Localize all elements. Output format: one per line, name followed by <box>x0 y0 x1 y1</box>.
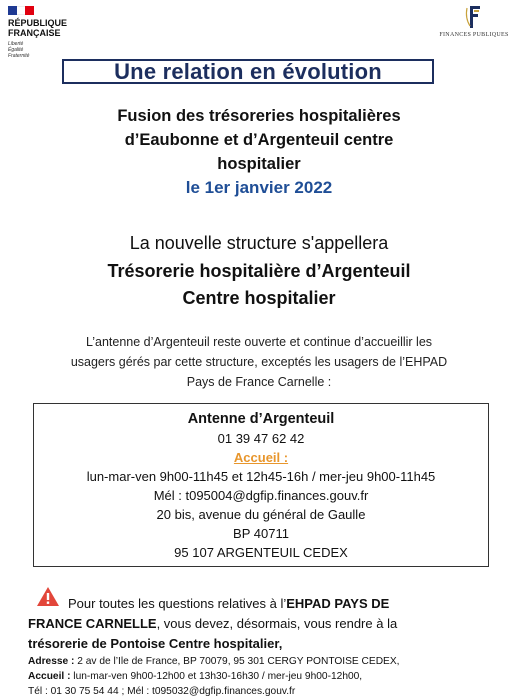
antenne-city: 95 107 ARGENTEUIL CEDEX <box>174 545 348 560</box>
accueil-label: Accueil : <box>233 450 289 465</box>
nouvelle-structure-intro: La nouvelle structure s'appellera <box>129 233 389 253</box>
republique-motto: Liberté Égalité Fraternité <box>8 41 30 59</box>
finances-publiques-label: FINANCES PUBLIQUES <box>439 32 509 38</box>
republique-francaise-logo <box>8 6 88 59</box>
pontoise-address: Adresse : 2 av de l’Ile de France, BP 70079, 95 301 CERGY PONTOISE CEDEX, <box>28 656 400 667</box>
french-flag-icon <box>8 6 34 15</box>
fusion-date: le 1er janvier 2022 <box>185 178 333 197</box>
antenne-info-box <box>33 403 489 567</box>
pontoise-contact: Tél : 01 30 75 54 44 ; Mél : t095032@dgfip.finances.gouv.fr <box>28 686 296 697</box>
antenne-title: Antenne d’Argenteuil <box>187 411 335 427</box>
fusion-heading: Fusion des trésoreries hospitalières d’Eaubonne et d’Argenteuil centre hospitalier <box>117 107 401 173</box>
pontoise-accueil: Accueil : lun-mar-ven 9h00-12h00 et 13h30-16h30 / mer-jeu 9h00-12h00, <box>28 671 363 682</box>
antenne-phone: 01 39 47 62 42 <box>217 431 305 446</box>
antenne-email: Mél : t095004@dgfip.finances.gouv.fr <box>153 488 369 503</box>
finances-publiques-logo <box>432 4 516 38</box>
relation-banner: Une relation en évolution <box>62 59 434 84</box>
ehpad-notice: Pour toutes les questions relatives à l’EHPAD PAYS DE FRANCE CARNELLE, vous devez, désormais, vous rendre à la trésorerie de Pontoise Centre hospitalier, <box>28 596 398 651</box>
finances-publiques-emblem-icon <box>464 4 484 30</box>
republique-title: RÉPUBLIQUE FRANÇAISE <box>8 18 68 38</box>
antenne-hours: lun-mar-ven 9h00-11h45 et 12h45-16h / mer-jeu 9h00-11h45 <box>86 469 436 484</box>
antenne-paragraph: L’antenne d’Argenteuil reste ouverte et continue d’accueillir les usagers gérés par cette structure, exceptés les usagers de l’EHPAD Pays de France Carnelle : <box>70 335 448 389</box>
pontoise-address-block <box>28 654 508 699</box>
antenne-bp: BP 40711 <box>233 526 289 541</box>
nouvelle-structure-name: Trésorerie hospitalière d’Argenteuil Centre hospitalier <box>107 261 411 308</box>
antenne-address: 20 bis, avenue du général de Gaulle <box>156 507 366 522</box>
